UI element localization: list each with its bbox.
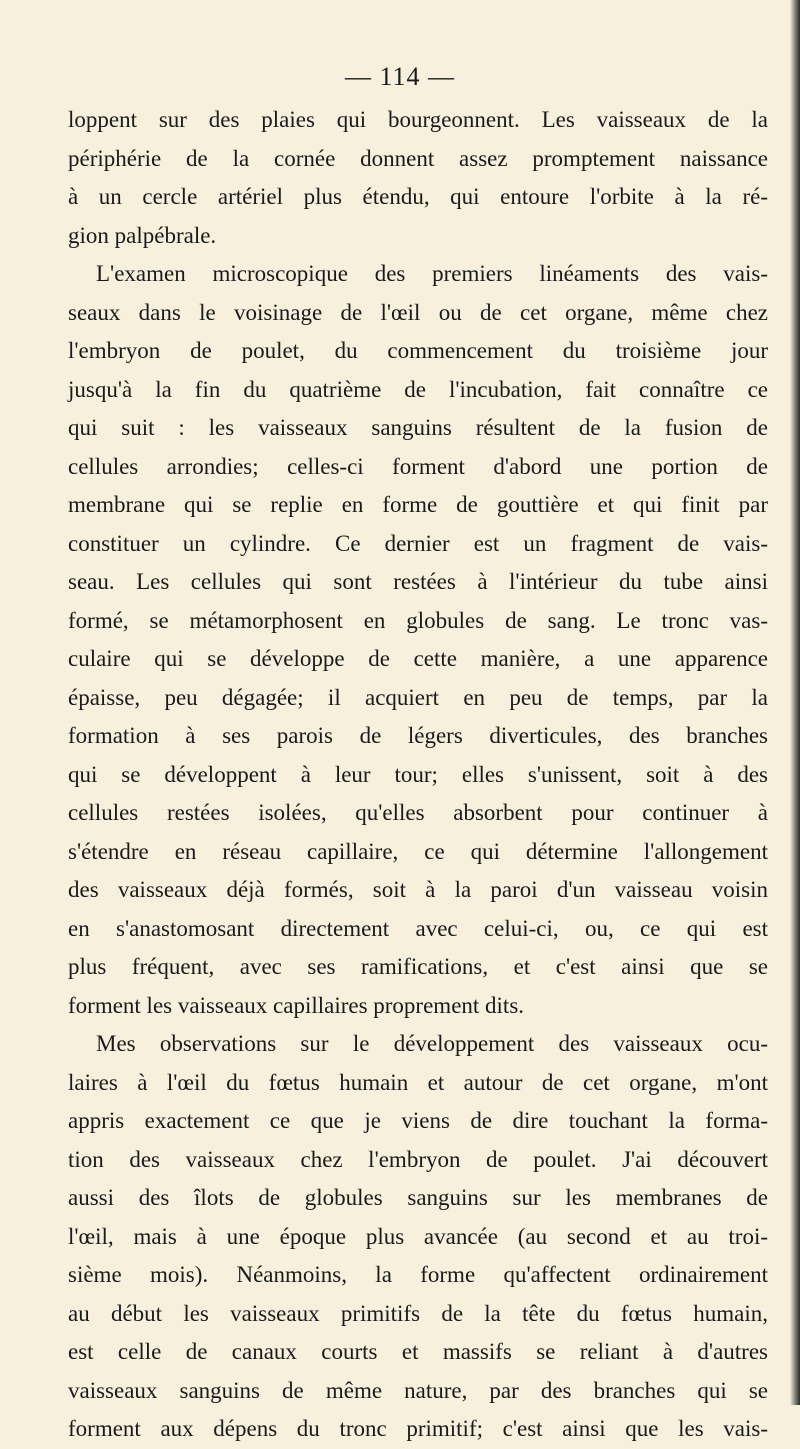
text-line: s'étendre en réseau capillaire, ce qui détermine l'allongement (68, 838, 768, 864)
text-line: laires à l'œil du fœtus humain et autour de cet organe, m'ont (68, 1069, 768, 1095)
text-line: sième mois). Néanmoins, la forme qu'affectent ordinairement (68, 1262, 768, 1287)
text-line: périphérie de la cornée donnent assez promptement naissance (68, 145, 768, 171)
text-line: épaisse, peu dégagée; il acquiert en peu de temps, par la (68, 684, 768, 710)
text-line: qui suit : les vaisseaux sanguins résultent de la fusion de (68, 415, 768, 440)
text-line: forment les vaisseaux capillaires proprement dits. (68, 992, 525, 1018)
text-line: l'œil, mais à une époque plus avancée (au second et au troi- (68, 1223, 768, 1249)
text-line: vaisseaux sanguins de même nature, par des branches qui se (68, 1377, 768, 1403)
text-line: culaire qui se développe de cette manière, a une apparence (68, 646, 768, 671)
text-line: des vaisseaux déjà formés, soit à la paroi d'un vaisseau voisin (68, 877, 768, 902)
body-text (68, 101, 768, 1449)
text-line: loppent sur des plaies qui bourgeonnent. Les vaisseaux de la (68, 107, 768, 132)
text-line: Mes observations sur le développement des vaisseaux ocu- (96, 1031, 768, 1056)
text-line: à un cercle artériel plus étendu, qui entoure l'orbite à la ré- (68, 184, 768, 209)
text-line: seaux dans le voisinage de l'œil ou de cet organe, même chez (68, 299, 768, 325)
text-line: est celle de canaux courts et massifs se reliant à d'autres (68, 1339, 768, 1364)
text-line: forment aux dépens du tronc primitif; c'est ainsi que les vais- (68, 1416, 768, 1441)
text-line: formation à ses parois de légers diverticules, des branches (68, 723, 768, 748)
text-line: plus fréquent, avec ses ramifications, et c'est ainsi que se (68, 954, 768, 979)
page-number: — 114 — (344, 62, 456, 91)
text-line: L'examen microscopique des premiers linéaments des vais- (96, 261, 768, 286)
text-line: jusqu'à la fin du quatrième de l'incubation, fait connaître ce (68, 376, 768, 402)
text-line: membrane qui se replie en forme de gouttière et qui finit par (68, 492, 768, 517)
text-line: seau. Les cellules qui sont restées à l'intérieur du tube ainsi (68, 569, 768, 594)
text-line: cellules arrondies; celles-ci forment d'abord une portion de (68, 453, 768, 479)
text-line: formé, se métamorphosent en globules de sang. Le tronc vas- (68, 607, 768, 633)
text-line: au début les vaisseaux primitifs de la tête du fœtus humain, (68, 1300, 768, 1326)
text-line: en s'anastomosant directement avec celui-ci, ou, ce qui est (68, 915, 768, 941)
text-line: qui se développent à leur tour; elles s'unissent, soit à des (68, 761, 768, 787)
text-line: appris exactement ce que je viens de dire touchant la forma- (68, 1108, 768, 1133)
text-line: l'embryon de poulet, du commencement du troisième jour (68, 338, 768, 363)
text-line: gion palpébrale. (68, 222, 217, 248)
page-edge-shadow (790, 0, 800, 1405)
text-line: tion des vaisseaux chez l'embryon de poulet. J'ai découvert (68, 1146, 768, 1172)
text-line: aussi des îlots de globules sanguins sur les membranes de (68, 1185, 768, 1210)
text-line: cellules restées isolées, qu'elles absorbent pour continuer à (68, 800, 768, 825)
text-line: constituer un cylindre. Ce dernier est un fragment de vais- (68, 530, 768, 556)
